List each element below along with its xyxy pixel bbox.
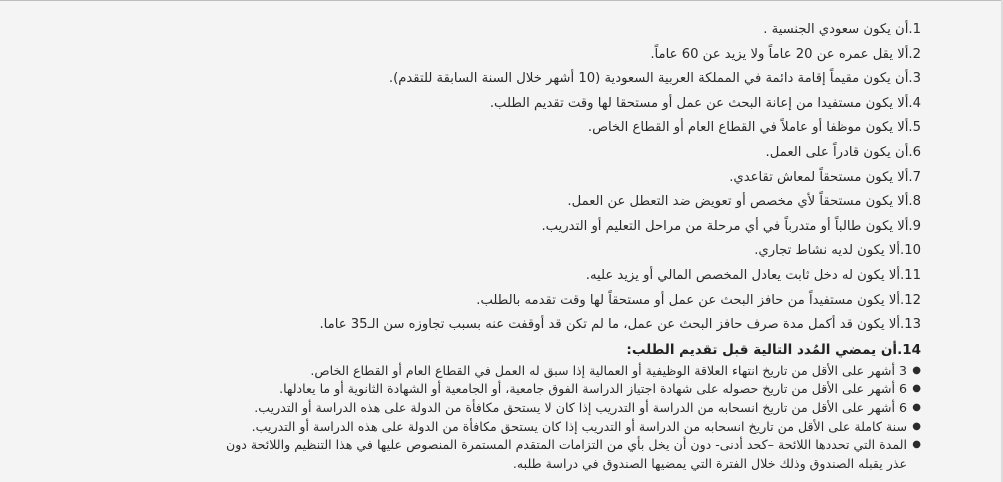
condition-item: 2.ألا يقل عمره عن 20 عاماً ولا يزيد عن 60 عاماً.	[650, 46, 921, 62]
condition-item: 5.ألا يكون موظفا أو عاملاً في القطاع العام أو القطاع الخاص.	[587, 120, 921, 136]
condition-text: ألا يكون مستفيدا من إعانة البحث عن عمل أو مستحقا لها وقت تقديم الطلب.	[489, 95, 909, 111]
period-item: ● 6 أشهر على الأقل من تاريخ حصوله على شهادة اجتياز الدراسة الفوق جامعية، أو الجامعية أو الشهادة الثانوية أو ما يعادلها.	[21, 380, 921, 399]
condition-item: 6.أن يكون قادراً على العمل.	[765, 144, 921, 160]
bullet-icon: ●	[912, 364, 921, 376]
condition-text: أن يكون سعودي الجنسية .	[763, 22, 909, 37]
condition-item: 11.ألا يكون له دخل ثابت يعادل المخصص المالي أو يزيد عليه.	[585, 267, 921, 283]
condition-item: 1.أن يكون سعودي الجنسية .	[763, 22, 921, 37]
period-item: ● المدة التي تحددها اللائحة –كحد أدنى- دون أن يخل بأي من التزامات المتقدم المستمرة المنصوص عليها في هذا التنظيم واللائحة دون عذر يقبله الصندوق وذلك خلال الفترة التي يمضيها الصندوق في دراسة طلبه.	[225, 437, 921, 471]
bullet-icon: ●	[912, 383, 921, 395]
condition-text: ألا يكون مستحقاً لأي مخصص أو تعويض ضد التعطل عن العمل.	[567, 194, 909, 210]
bullet-icon: ●	[912, 420, 921, 432]
eligibility-conditions	[21, 18, 921, 473]
conditions-list	[21, 18, 921, 338]
period-item: ● سنة كاملة على الأقل من تاريخ انسحابه من الدراسة أو التدريب إذا كان يستحق مكافأة من الدولة على هذه الدراسة أو التدريب.	[21, 418, 921, 437]
condition-item: 10.ألا يكون لديه نشاط تجاري.	[754, 243, 921, 259]
condition-14-heading: 14.أن يمضي المُدد التالية قبل تقديم الطلب:	[626, 341, 921, 358]
condition-text: ألا يكون طالباً أو متدرباً في أي مرحلة من مراحل التعليم أو التدريب.	[541, 218, 909, 234]
condition-text: ألا يكون مستحقاً لمعاش تقاعدي.	[729, 169, 909, 185]
period-item: ● 3 أشهر على الأقل من تاريخ انتهاء العلاقة الوظيفية أو العمالية إذا سبق له العمل في القطاع العام أو القطاع الخاص.	[21, 362, 921, 381]
condition-text: ألا يقل عمره عن 20 عاماً ولا يزيد عن 60 عاماً.	[650, 46, 909, 62]
condition-text: ألا يكون موظفا أو عاملاً في القطاع العام أو القطاع الخاص.	[587, 120, 909, 136]
waiting-periods-list	[21, 362, 921, 474]
condition-item: 12.ألا يكون مستفيداً من حافز البحث عن عمل أو مستحقاً لها وقت تقدمه بالطلب.	[476, 292, 921, 308]
condition-item: 8.ألا يكون مستحقاً لأي مخصص أو تعويض ضد التعطل عن العمل.	[567, 194, 921, 210]
condition-item: 3.أن يكون مقيماً إقامة دائمة في المملكة العربية السعودية (10 أشهر خلال السنة السابقة للتقدم).	[388, 71, 921, 87]
condition-item: 9.ألا يكون طالباً أو متدرباً في أي مرحلة من مراحل التعليم أو التدريب.	[541, 218, 921, 234]
bullet-icon: ●	[912, 401, 921, 413]
bullet-icon: ●	[912, 439, 921, 451]
condition-text: ألا يكون مستفيداً من حافز البحث عن عمل أو مستحقاً لها وقت تقدمه بالطلب.	[476, 292, 901, 308]
condition-text: ألا يكون لديه نشاط تجاري.	[754, 243, 901, 259]
top-divider	[0, 0, 1003, 1]
condition-text: ألا يكون له دخل ثابت يعادل المخصص المالي أو يزيد عليه.	[585, 267, 901, 283]
condition-item: 13.ألا يكون قد أكمل مدة صرف حافز البحث عن عمل، ما لم تكن قد أوقفت عنه بسبب تجاوزه سن الـ35 عاما.	[319, 317, 921, 333]
condition-item: 7.ألا يكون مستحقاً لمعاش تقاعدي.	[729, 169, 921, 185]
condition-text: ألا يكون قد أكمل مدة صرف حافز البحث عن عمل، ما لم تكن قد أوقفت عنه بسبب تجاوزه سن الـ35 عاما.	[319, 317, 901, 333]
condition-item: 4.ألا يكون مستفيدا من إعانة البحث عن عمل أو مستحقا لها وقت تقديم الطلب.	[489, 95, 921, 111]
condition-text: أن يكون قادراً على العمل.	[765, 144, 909, 160]
period-item: ● 6 أشهر على الأقل من تاريخ انسحابه من الدراسة أو التدريب إذا كان لا يستحق مكافأة من الدولة على هذه الدراسة أو التدريب.	[21, 399, 921, 418]
condition-text: أن يكون مقيماً إقامة دائمة في المملكة العربية السعودية (10 أشهر خلال السنة السابقة للتقدم).	[388, 71, 909, 87]
